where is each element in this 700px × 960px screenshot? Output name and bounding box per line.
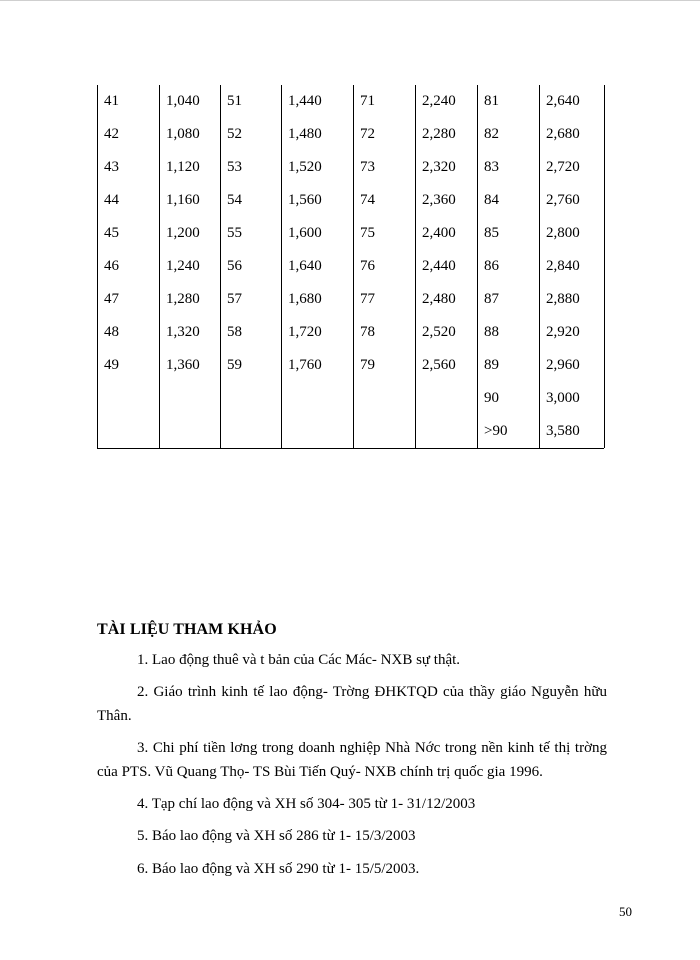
table-cell: 1,600 [288, 225, 322, 241]
reference-item: 3. Chi phí tiền lơng trong doanh nghiệp Nhà Nớc trong nền kinh tế thị trờng của PTS. Vũ Quang Thọ- TS Bùi Tiến Quý- NXB chính trị quốc gia 1996. [97, 740, 607, 780]
table-cell: 1,640 [288, 258, 322, 274]
table-cell: 2,440 [422, 258, 456, 274]
table-cell: >90 [484, 423, 508, 439]
table-cell: 76 [360, 258, 375, 274]
table-cell: 84 [484, 192, 499, 208]
table-cell: 86 [484, 258, 499, 274]
table-cell: 77 [360, 291, 375, 307]
table-cell: 45 [104, 225, 119, 241]
table-cell: 1,280 [166, 291, 200, 307]
table-column [354, 85, 416, 448]
table-cell: 2,680 [546, 126, 580, 142]
table-cell: 1,360 [166, 357, 200, 373]
table-cell: 1,120 [166, 159, 200, 175]
table-cell: 2,880 [546, 291, 580, 307]
table-cell: 1,080 [166, 126, 200, 142]
table-cell: 59 [227, 357, 242, 373]
table-cell: 2,280 [422, 126, 456, 142]
reference-item: 5. Báo lao động và XH số 286 từ 1- 15/3/2003 [137, 828, 416, 844]
table-cell: 2,480 [422, 291, 456, 307]
table-cell: 2,800 [546, 225, 580, 241]
reference-item: 1. Lao động thuê và t bản của Các Mác- NXB sự thật. [137, 652, 461, 668]
table-cell: 90 [484, 390, 499, 406]
table-column [416, 85, 478, 448]
table-cell: 74 [360, 192, 375, 208]
table-cell: 3,580 [546, 423, 580, 439]
table-cell: 2,520 [422, 324, 456, 340]
page-number: 50 [619, 904, 632, 919]
table-cell: 2,400 [422, 225, 456, 241]
table-cell: 1,760 [288, 357, 322, 373]
page-top-rule [0, 0, 700, 1]
table-cell: 47 [104, 291, 119, 307]
table-cell: 1,040 [166, 93, 200, 109]
table-cell: 2,720 [546, 159, 580, 175]
table-cell: 44 [104, 192, 119, 208]
table-cell: 1,720 [288, 324, 322, 340]
table-cell: 2,840 [546, 258, 580, 274]
table-cell: 3,000 [546, 390, 580, 406]
table-cell: 85 [484, 225, 499, 241]
table-cell: 79 [360, 357, 375, 373]
table-cell: 52 [227, 126, 242, 142]
table-cell: 88 [484, 324, 499, 340]
table-cell: 1,160 [166, 192, 200, 208]
table-cell: 2,640 [546, 93, 580, 109]
table-cell: 2,760 [546, 192, 580, 208]
table-cell: 2,320 [422, 159, 456, 175]
table-cell: 1,200 [166, 225, 200, 241]
table-cell: 53 [227, 159, 242, 175]
table-cell: 81 [484, 93, 499, 109]
table-cell: 1,680 [288, 291, 322, 307]
table-cell: 1,520 [288, 159, 322, 175]
table-cell: 48 [104, 324, 119, 340]
table-cell: 51 [227, 93, 242, 109]
table-cell: 55 [227, 225, 242, 241]
table-cell: 83 [484, 159, 499, 175]
table-cell: 1,560 [288, 192, 322, 208]
table-cell: 82 [484, 126, 499, 142]
reference-item: 2. Giáo trình kinh tế lao động- Trờng ĐHKTQD của thầy giáo Nguyễn hữu Thân. [97, 684, 607, 724]
table-cell: 42 [104, 126, 119, 142]
table-cell: 54 [227, 192, 242, 208]
table-cell: 78 [360, 324, 375, 340]
table-cell: 75 [360, 225, 375, 241]
table-column [540, 85, 605, 448]
table-cell: 2,960 [546, 357, 580, 373]
table-cell: 1,440 [288, 93, 322, 109]
table-cell: 72 [360, 126, 375, 142]
table-cell: 58 [227, 324, 242, 340]
table-cell: 71 [360, 93, 375, 109]
table-cell: 1,240 [166, 258, 200, 274]
table-cell: 2,240 [422, 93, 456, 109]
table-cell: 87 [484, 291, 499, 307]
table-column [478, 85, 540, 448]
table-cell: 46 [104, 258, 119, 274]
table-cell: 89 [484, 357, 499, 373]
table-cell: 2,920 [546, 324, 580, 340]
table-cell: 2,560 [422, 357, 456, 373]
table-column [282, 85, 354, 448]
table-cell: 57 [227, 291, 242, 307]
table-cell: 43 [104, 159, 119, 175]
reference-item: 6. Báo lao động và XH số 290 từ 1- 15/5/2003. [137, 861, 420, 877]
table-cell: 73 [360, 159, 375, 175]
table-column [160, 85, 221, 448]
table-cell: 1,320 [166, 324, 200, 340]
table-cell: 49 [104, 357, 119, 373]
table-cell: 1,480 [288, 126, 322, 142]
coefficient-table [97, 85, 604, 449]
table-cell: 2,360 [422, 192, 456, 208]
table-column [221, 85, 282, 448]
table-cell: 41 [104, 93, 119, 109]
references-heading: TÀI LIỆU THAM KHẢO [97, 621, 277, 638]
table-column [98, 85, 160, 448]
table-cell: 56 [227, 258, 242, 274]
reference-item: 4. Tạp chí lao động và XH số 304- 305 từ 1- 31/12/2003 [137, 796, 476, 812]
